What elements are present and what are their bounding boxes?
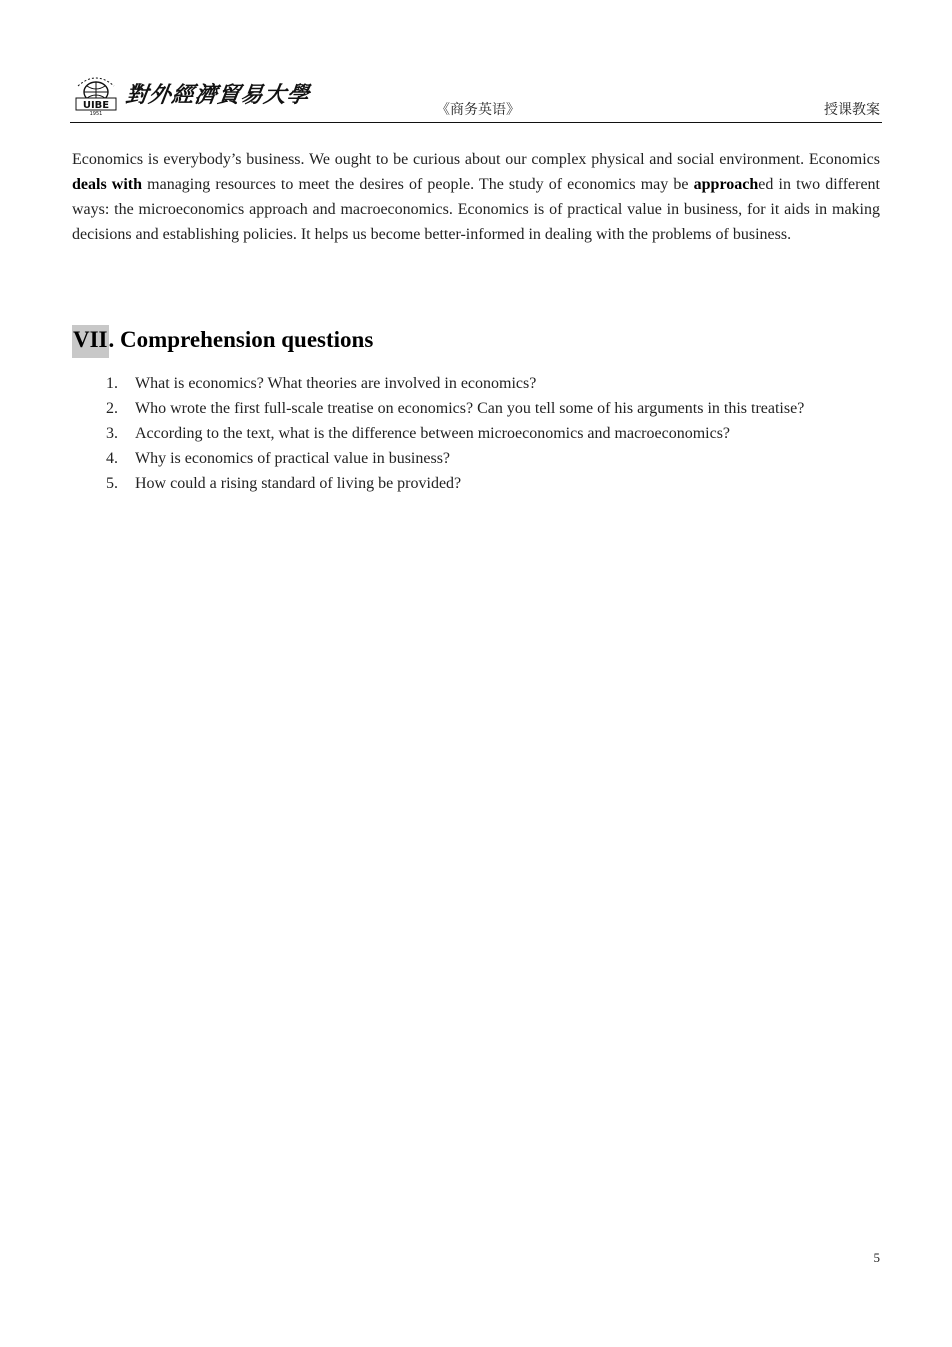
section-title: . Comprehension questions <box>108 327 374 352</box>
bold-phrase: deals with <box>72 176 143 193</box>
logo-year: 1951 <box>89 111 103 116</box>
question-list <box>72 371 880 496</box>
question-text: How could a rising standard of living be provided? <box>135 475 462 492</box>
page-header <box>70 68 882 123</box>
question-text: Why is economics of practical value in business? <box>135 450 451 467</box>
document-type: 授课教案 <box>824 103 880 118</box>
section-heading <box>72 320 373 360</box>
question-text: According to the text, what is the difference between microeconomics and macroeconomics? <box>135 425 731 442</box>
paragraph-text: ed in two different ways: the microeconomics approach and macroeconomics. Economics is of practical value in business, for it aids in making decisions and establishing policies. It helps us become better-informed in dealing with the problems of business. <box>72 176 880 243</box>
page-number: 5 <box>873 1250 880 1265</box>
question-item <box>72 471 880 496</box>
logo-badge: UIBE <box>82 100 110 111</box>
bold-phrase: approach <box>693 176 759 193</box>
question-number: 5. <box>106 475 118 492</box>
question-number: 2. <box>106 400 118 417</box>
question-text: Who wrote the first full-scale treatise on economics? Can you tell some of his arguments in this treatise? <box>135 400 805 417</box>
question-item <box>72 371 880 396</box>
paragraph-text: Economics is everybody’s business. We ought to be curious about our complex physical and social environment. Economics <box>72 151 880 168</box>
section-number: VII <box>72 325 109 358</box>
question-number: 3. <box>106 425 118 442</box>
course-title: 《商务英语》 <box>436 103 520 118</box>
summary-paragraph <box>72 147 880 247</box>
question-item <box>72 446 880 471</box>
question-number: 4. <box>106 450 118 467</box>
question-item <box>72 396 880 421</box>
university-name-script: 對外經濟貿易大學 <box>123 82 312 108</box>
paragraph-text: managing resources to meet the desires of people. The study of economics may be <box>142 176 694 193</box>
question-number: 1. <box>106 375 118 392</box>
university-logo-icon <box>72 72 120 116</box>
question-item <box>72 421 880 446</box>
question-text: What is economics? What theories are involved in economics? <box>135 375 537 392</box>
